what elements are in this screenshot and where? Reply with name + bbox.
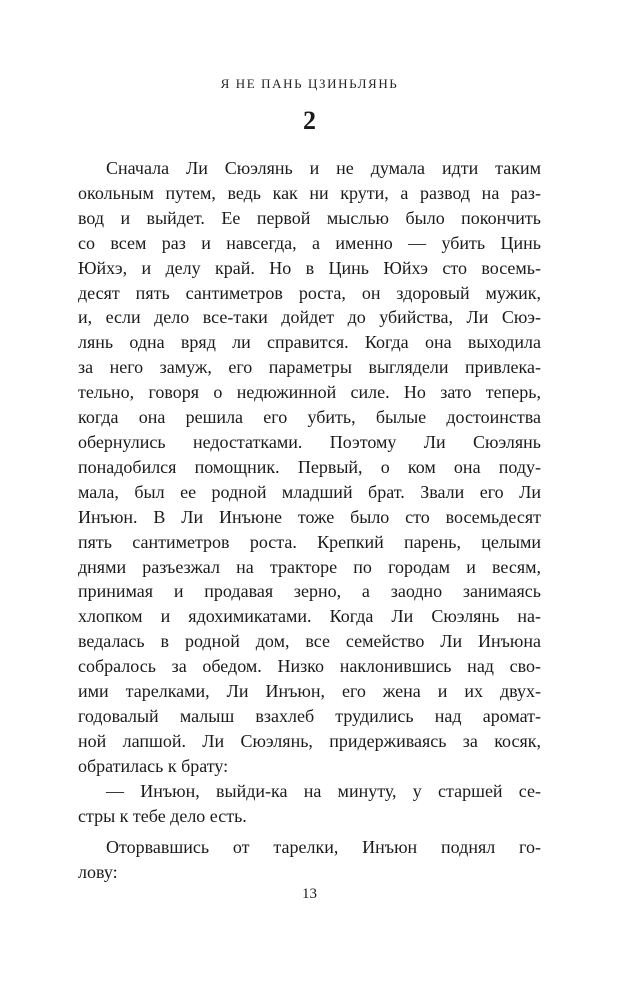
text-line: собралось за обедом. Низко наклонившись над сво- <box>78 656 541 677</box>
text-line: за него замуж, его параметры выглядели привлека- <box>78 357 541 378</box>
text-line: принимая и продавая зерно, а заодно занимаясь <box>78 581 541 602</box>
paragraph <box>78 779 541 829</box>
text-line: обернулись недостатками. Поэтому Ли Сюэлянь <box>78 431 541 452</box>
paragraph <box>78 835 541 885</box>
running-header: Я НЕ ПАНЬ ЦЗИНЬЛЯНЬ <box>220 76 399 91</box>
chapter-number: 2 <box>303 106 316 135</box>
text-line: стры к тебе дело есть. <box>78 805 247 826</box>
text-line: Сначала Ли Сюэлянь и не думала идти таким <box>106 158 541 178</box>
text-line: со всем раз и навсегда, а именно — убить Цинь <box>78 232 541 253</box>
text-line: ной лапшой. Ли Сюэлянь, придерживаясь за косяк, <box>78 730 541 751</box>
page-number: 13 <box>302 886 317 902</box>
text-line: днями разъезжал на тракторе по городам и весям, <box>78 556 541 577</box>
text-line: — Инъюн, выйди-ка на минуту, у старшей се- <box>106 780 541 801</box>
text-line: когда она решила его убить, былые достоинства <box>78 407 541 428</box>
text-line: ими тарелками, Ли Инъюн, его жена и их двух- <box>78 681 541 702</box>
text-line: лову: <box>78 862 118 883</box>
body-text <box>78 156 541 885</box>
text-line: вод и выйдет. Ее первой мыслью было покончить <box>78 207 541 228</box>
text-line: обратилась к брату: <box>78 755 229 776</box>
text-line: хлопком и ядохимикатами. Когда Ли Сюэлянь на- <box>78 606 541 627</box>
text-line: Оторвавшись от тарелки, Инъюн поднял го- <box>106 837 541 858</box>
text-line: понадобился помощник. Первый, о ком она поду- <box>78 456 541 477</box>
text-line: пять сантиметров роста. Крепкий парень, целыми <box>78 531 541 552</box>
text-line: окольным путем, ведь как ни крути, а развод на раз- <box>78 182 541 203</box>
text-line: мала, был ее родной младший брат. Звали его Ли <box>78 481 541 502</box>
text-line: годовалый малыш взахлеб трудились над аромат- <box>78 705 541 726</box>
text-line: Инъюн. В Ли Инъюне тоже было сто восемьдесят <box>78 506 541 527</box>
paragraph <box>78 156 541 779</box>
text-line: лянь одна вряд ли справится. Когда она выходила <box>78 332 541 353</box>
text-line: десят пять сантиметров роста, он здоровый мужик, <box>78 282 541 303</box>
text-line: ведалась в родной дом, все семейство Ли Инъюна <box>78 631 541 652</box>
text-line: тельно, говоря о недюжинной силе. Но зато теперь, <box>78 382 541 403</box>
text-line: Юйхэ, и делу край. Но в Цинь Юйхэ сто восемь- <box>78 257 541 278</box>
text-line: и, если дело все-таки дойдет до убийства, Ли Сюэ- <box>78 307 541 328</box>
